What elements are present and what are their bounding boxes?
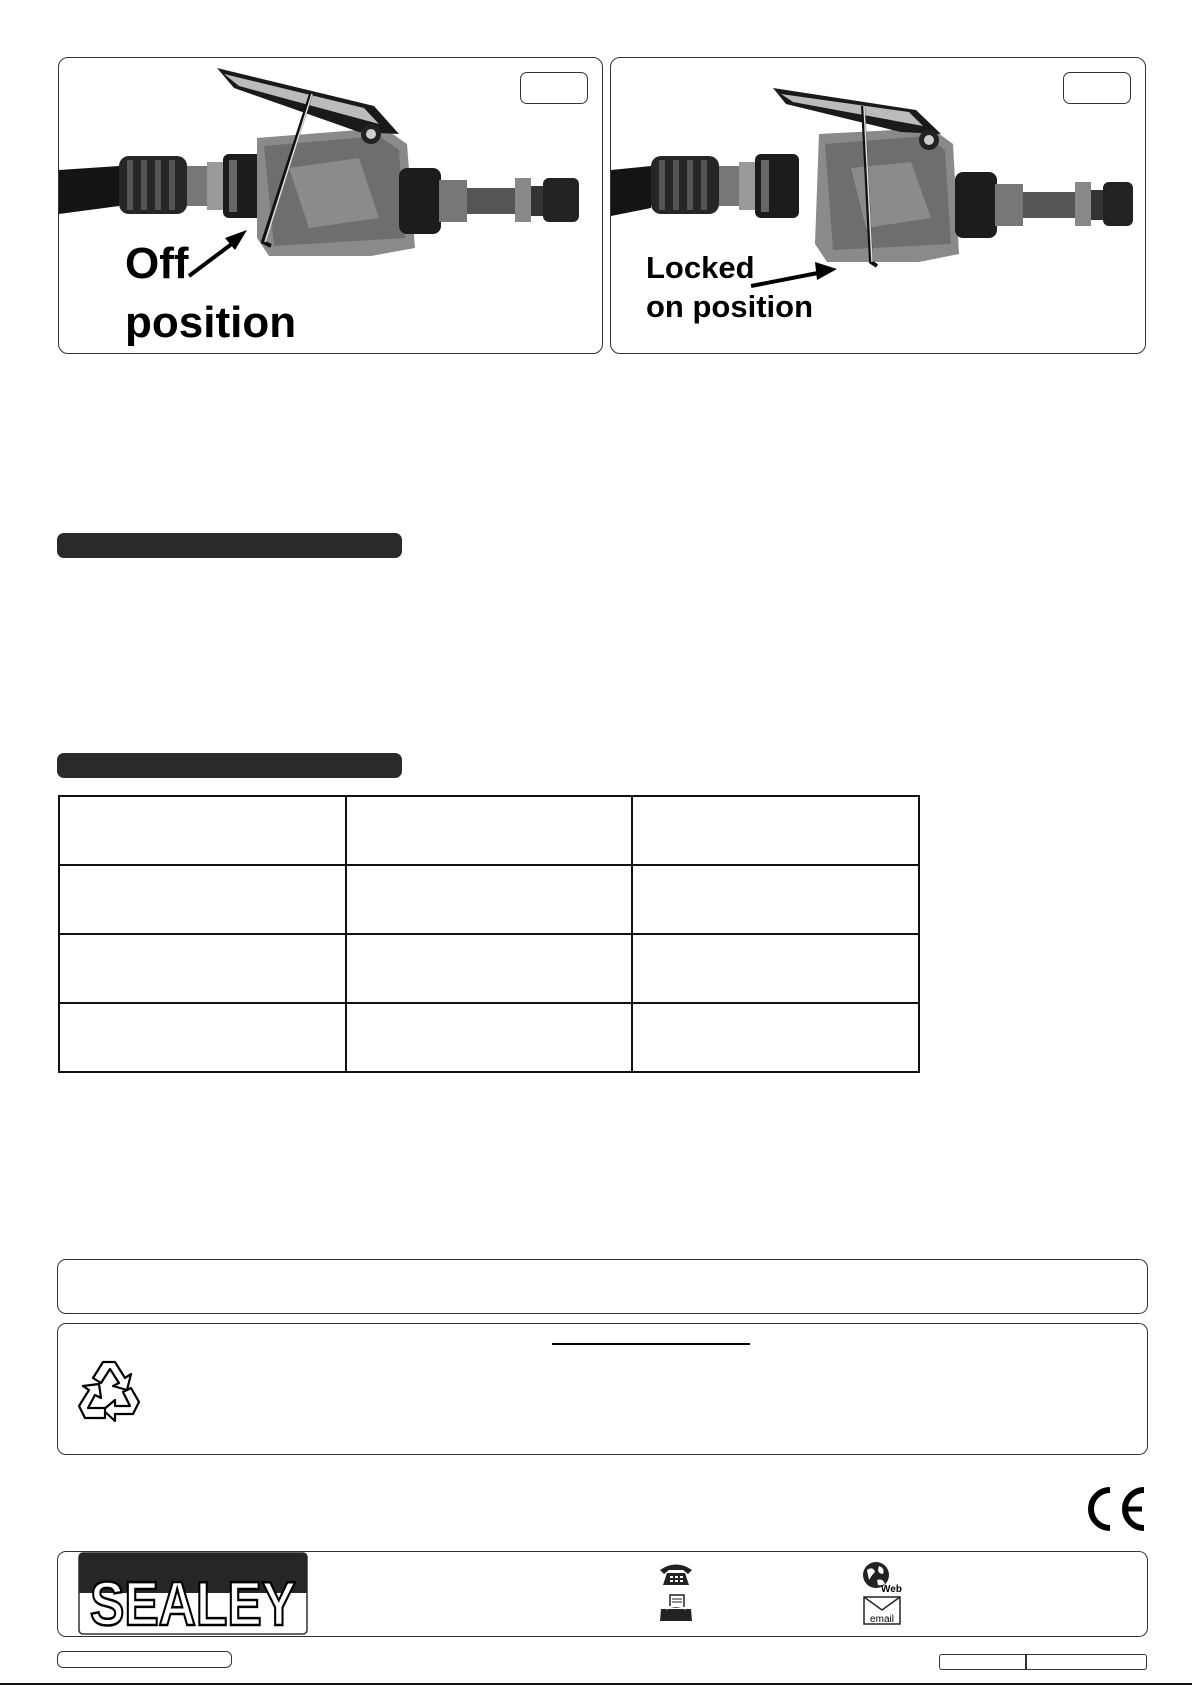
fax-icon <box>658 1595 694 1623</box>
sealey-logo <box>79 1553 307 1639</box>
section-heading-bar <box>57 533 402 558</box>
table-cell <box>346 796 633 865</box>
heading-underline <box>552 1343 750 1345</box>
envelope-icon <box>863 1596 901 1626</box>
table-cell <box>346 1003 633 1072</box>
table-cell <box>632 796 919 865</box>
table-cell <box>346 865 633 934</box>
svg-text:SEALEY: SEALEY <box>90 1570 296 1639</box>
footer-contact-box <box>57 1551 1148 1637</box>
table-row <box>59 934 919 1003</box>
issue-date-box <box>939 1654 1147 1670</box>
globe-icon <box>861 1560 903 1594</box>
table-cell <box>59 796 346 865</box>
figure-locked-on-position <box>610 57 1146 354</box>
caption-line-1: Off <box>125 239 189 288</box>
figure-off-position <box>58 57 603 354</box>
figure-number-badge <box>520 72 588 104</box>
recycle-icon <box>73 1356 145 1428</box>
table-cell <box>59 1003 346 1072</box>
table-row <box>59 1003 919 1072</box>
figure-number-badge <box>1063 72 1131 104</box>
ce-mark-icon <box>1082 1486 1148 1532</box>
section-heading-bar <box>57 753 402 778</box>
caption-line-2: position <box>125 298 297 347</box>
table-cell <box>632 934 919 1003</box>
table-row <box>59 865 919 934</box>
table-row <box>59 796 919 865</box>
environment-protection-box <box>57 1323 1148 1455</box>
caption-line-2: on position <box>646 289 814 324</box>
svg-text:Web: Web <box>881 1584 902 1595</box>
table-cell <box>59 865 346 934</box>
document-reference-box <box>57 1651 232 1668</box>
table-cell <box>632 865 919 934</box>
caption-line-1: Locked <box>646 250 755 285</box>
divider <box>1025 1655 1027 1669</box>
table-cell <box>632 1003 919 1072</box>
specification-table <box>58 795 920 1073</box>
svg-text:email: email <box>870 1614 894 1625</box>
figure-caption <box>125 234 296 352</box>
table-cell <box>346 934 633 1003</box>
table-cell <box>59 934 346 1003</box>
phone-icon <box>658 1561 694 1587</box>
note-box <box>57 1259 1148 1314</box>
figure-caption <box>646 248 813 326</box>
